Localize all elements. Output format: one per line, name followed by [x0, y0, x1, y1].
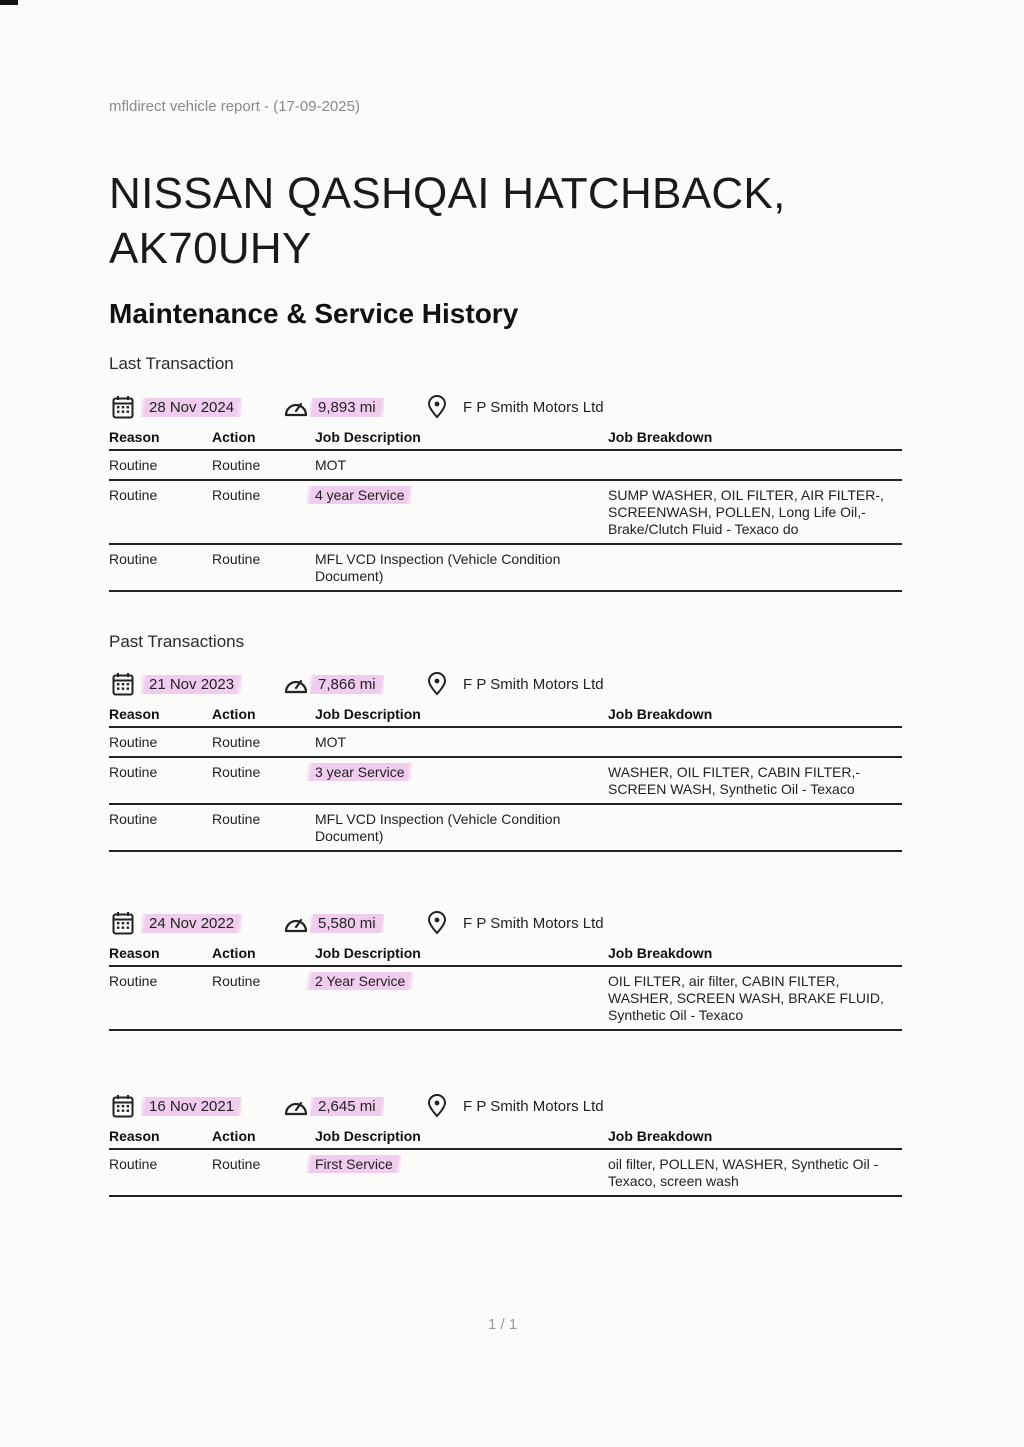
reason-cell: Routine — [109, 804, 212, 851]
service-table — [109, 1124, 902, 1197]
table-row — [109, 450, 902, 480]
transaction-mileage: 2,645 mi — [310, 1097, 384, 1116]
transaction-mileage: 9,893 mi — [310, 398, 384, 417]
calendar-icon — [112, 911, 134, 940]
action-cell: Routine — [212, 450, 315, 480]
calendar-icon — [112, 672, 134, 701]
last-transaction-label: Last Transaction — [109, 354, 234, 373]
job-breakdown-header: Job Breakdown — [608, 1124, 902, 1149]
action-cell: Routine — [212, 966, 315, 1030]
job-breakdown-header: Job Breakdown — [608, 941, 902, 966]
job-breakdown-cell: OIL FILTER, air filter, CABIN FILTER, WASHER, SCREEN WASH, BRAKE FLUID, Synthetic Oil - Texaco — [608, 966, 902, 1030]
reason-cell: Routine — [109, 480, 212, 544]
job-description-cell: MOT — [315, 450, 608, 480]
job-breakdown-cell — [608, 804, 902, 851]
reason-cell: Routine — [109, 544, 212, 591]
job-breakdown-header: Job Breakdown — [608, 425, 902, 450]
location-pin-icon — [427, 911, 447, 940]
transaction-date: 28 Nov 2024 — [141, 398, 242, 417]
job-breakdown-cell — [608, 727, 902, 757]
table-header-row — [109, 702, 902, 727]
table-row — [109, 804, 902, 851]
odometer-icon — [283, 674, 309, 701]
reason-header: Reason — [109, 425, 212, 450]
job-description-header: Job Description — [315, 702, 608, 727]
transaction-date: 24 Nov 2022 — [141, 914, 242, 933]
past-transactions-label: Past Transactions — [109, 632, 245, 651]
table-row — [109, 966, 902, 1030]
reason-cell: Routine — [109, 450, 212, 480]
job-description-header: Job Description — [315, 425, 608, 450]
vehicle-registration: AK70UHY — [109, 224, 312, 273]
report-header: mfldirect vehicle report - (17-09-2025) — [109, 98, 360, 115]
job-breakdown-cell — [608, 544, 902, 591]
reason-cell: Routine — [109, 727, 212, 757]
job-description-header: Job Description — [315, 1124, 608, 1149]
transaction-block — [109, 1094, 904, 1197]
calendar-icon — [112, 395, 134, 424]
scan-corner-mark — [0, 0, 18, 5]
job-breakdown-cell — [608, 450, 902, 480]
transaction-date: 16 Nov 2021 — [141, 1097, 242, 1116]
service-table — [109, 702, 902, 852]
action-header: Action — [212, 941, 315, 966]
calendar-icon — [112, 1094, 134, 1123]
table-header-row — [109, 425, 902, 450]
table-row — [109, 480, 902, 544]
action-cell: Routine — [212, 1149, 315, 1196]
reason-cell: Routine — [109, 966, 212, 1030]
table-row — [109, 544, 902, 591]
job-description-cell: MOT — [315, 727, 608, 757]
job-description-cell — [315, 966, 608, 1030]
vehicle-title-line1: NISSAN QASHQAI HATCHBACK, — [109, 169, 786, 218]
reason-header: Reason — [109, 702, 212, 727]
job-description-text: First Service — [307, 1155, 401, 1173]
reason-header: Reason — [109, 1124, 212, 1149]
transaction-meta — [109, 911, 904, 941]
reason-cell: Routine — [109, 757, 212, 804]
job-breakdown-cell: WASHER, OIL FILTER, CABIN FILTER,-SCREEN WASH, Synthetic Oil - Texaco — [608, 757, 902, 804]
table-row — [109, 1149, 902, 1196]
job-breakdown-cell: SUMP WASHER, OIL FILTER, AIR FILTER-, SCREENWASH, POLLEN, Long Life Oil,-Brake/Clutch Fluid - Texaco do — [608, 480, 902, 544]
transaction-location: F P Smith Motors Ltd — [463, 676, 604, 693]
action-cell: Routine — [212, 480, 315, 544]
job-breakdown-cell: oil filter, POLLEN, WASHER, Synthetic Oil - Texaco, screen wash — [608, 1149, 902, 1196]
job-description-text: 2 Year Service — [307, 972, 413, 990]
service-table — [109, 941, 902, 1031]
transaction-block — [109, 395, 904, 592]
action-header: Action — [212, 425, 315, 450]
action-header: Action — [212, 702, 315, 727]
transaction-block — [109, 672, 904, 852]
transaction-date: 21 Nov 2023 — [141, 675, 242, 694]
transaction-block — [109, 911, 904, 1031]
transaction-mileage: 5,580 mi — [310, 914, 384, 933]
transaction-location: F P Smith Motors Ltd — [463, 915, 604, 932]
job-description-cell — [315, 480, 608, 544]
job-breakdown-header: Job Breakdown — [608, 702, 902, 727]
table-row — [109, 727, 902, 757]
action-cell: Routine — [212, 804, 315, 851]
reason-header: Reason — [109, 941, 212, 966]
table-row — [109, 757, 902, 804]
job-description-text: 4 year Service — [307, 486, 412, 504]
section-title: Maintenance & Service History — [109, 298, 519, 329]
job-description-cell: MFL VCD Inspection (Vehicle Condition Document) — [315, 544, 608, 591]
job-description-cell: MFL VCD Inspection (Vehicle Condition Document) — [315, 804, 608, 851]
transaction-mileage: 7,866 mi — [310, 675, 384, 694]
location-pin-icon — [427, 1094, 447, 1123]
job-description-cell — [315, 1149, 608, 1196]
transaction-meta — [109, 672, 904, 702]
action-cell: Routine — [212, 727, 315, 757]
job-description-text: 3 year Service — [307, 763, 412, 781]
reason-cell: Routine — [109, 1149, 212, 1196]
location-pin-icon — [427, 672, 447, 701]
service-table — [109, 425, 902, 592]
transaction-location: F P Smith Motors Ltd — [463, 1098, 604, 1115]
action-header: Action — [212, 1124, 315, 1149]
odometer-icon — [283, 913, 309, 940]
odometer-icon — [283, 1096, 309, 1123]
action-cell: Routine — [212, 544, 315, 591]
action-cell: Routine — [212, 757, 315, 804]
job-description-header: Job Description — [315, 941, 608, 966]
transaction-meta — [109, 1094, 904, 1124]
vehicle-title — [109, 166, 786, 276]
location-pin-icon — [427, 395, 447, 424]
transaction-meta — [109, 395, 904, 425]
odometer-icon — [283, 397, 309, 424]
page-number: 1 / 1 — [488, 1316, 518, 1333]
job-description-cell — [315, 757, 608, 804]
table-header-row — [109, 941, 902, 966]
table-header-row — [109, 1124, 902, 1149]
transaction-location: F P Smith Motors Ltd — [463, 399, 604, 416]
